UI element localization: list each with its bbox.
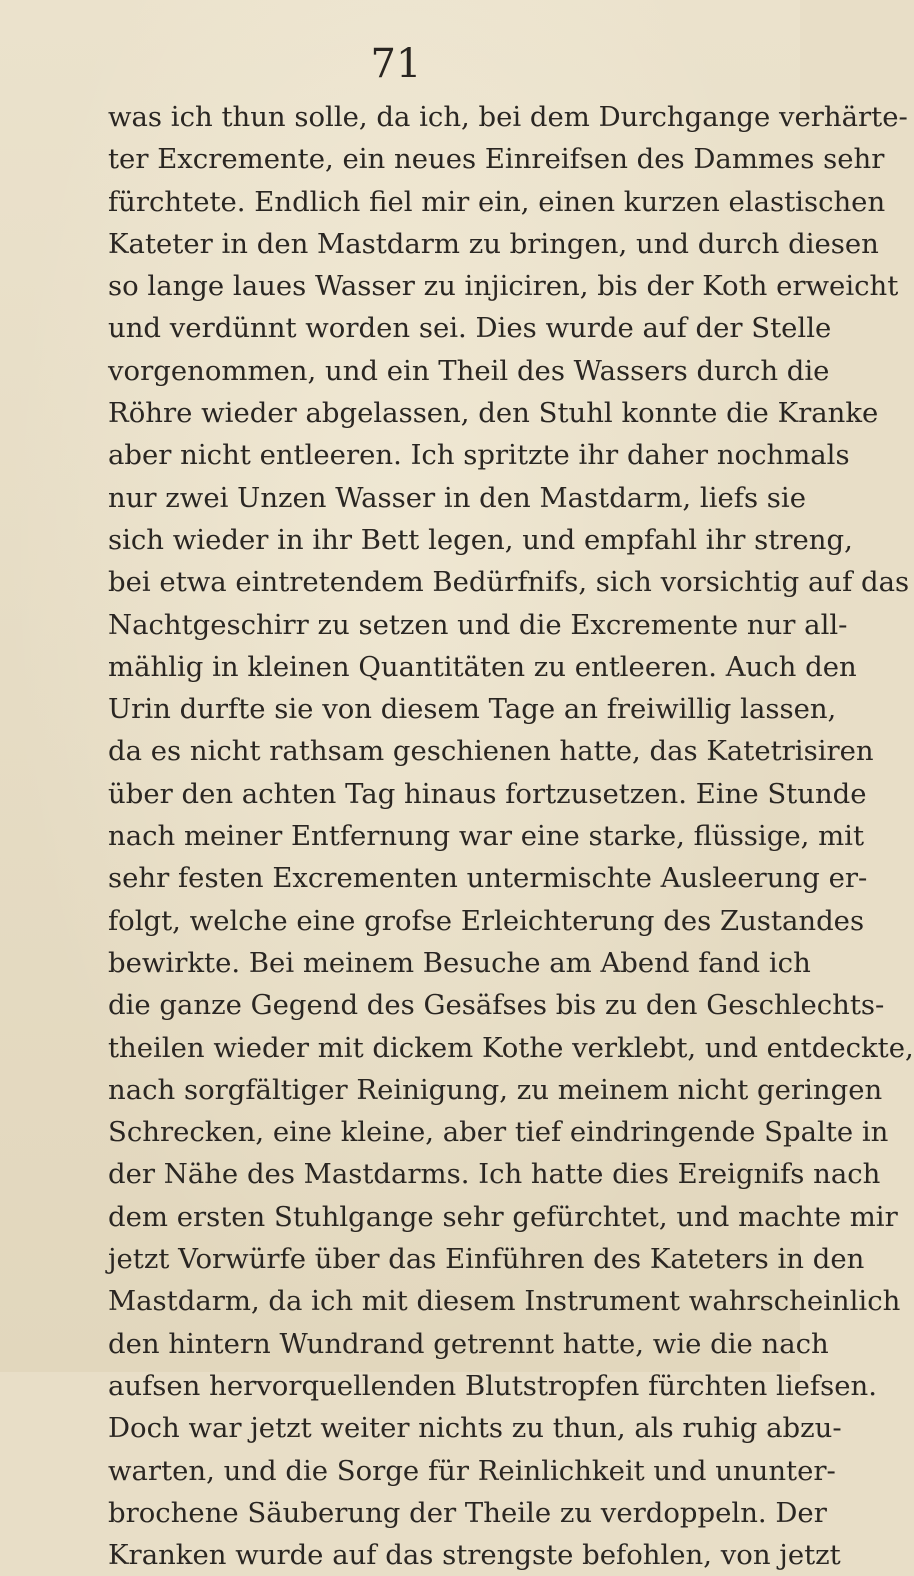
text-line: Doch war jetzt weiter nichts zu thun, als ruhig abzu- <box>108 1412 842 1445</box>
text-line: vorgenommen, und ein Theil des Wassers durch die <box>108 354 830 387</box>
text-line: brochene Säuberung der Theile zu verdoppeln. Der <box>108 1496 827 1529</box>
text-line: sich wieder in ihr Bett legen, und empfahl ihr streng, <box>108 523 853 556</box>
text-line: Röhre wieder abgelassen, den Stuhl konnte die Kranke <box>108 397 879 430</box>
text-line: nur zwei Unzen Wasser in den Mastdarm, liefs sie <box>108 481 806 514</box>
text-line: dem ersten Stuhlgange sehr gefürchtet, und machte mir <box>108 1200 898 1233</box>
text-line: nach meiner Entfernung war eine starke, flüssige, mit <box>108 820 864 853</box>
body-text <box>108 96 914 1576</box>
text-line: bei etwa eintretendem Bedürfnifs, sich vorsichtig auf das <box>108 566 910 599</box>
text-line: da es nicht rathsam geschienen hatte, das Katetrisiren <box>108 735 874 768</box>
page-number: 71 <box>370 41 422 87</box>
text-line: Schrecken, eine kleine, aber tief eindringende Spalte in <box>108 1116 889 1149</box>
text-line: und verdünnt worden sei. Dies wurde auf der Stelle <box>108 312 832 345</box>
text-line: so lange laues Wasser zu injiciren, bis der Koth erweicht <box>108 270 899 303</box>
text-line: den hintern Wundrand getrennt hatte, wie die nach <box>108 1327 829 1360</box>
text-line: folgt, welche eine grofse Erleichterung des Zustandes <box>108 904 865 937</box>
text-line: Urin durfte sie von diesem Tage an freiwillig lassen, <box>108 693 837 726</box>
text-line: bewirkte. Bei meinem Besuche am Abend fand ich <box>108 946 811 979</box>
text-line: die ganze Gegend des Gesäfses bis zu den Geschlechts- <box>108 989 885 1022</box>
text-line: Kranken wurde auf das strengste befohlen, von jetzt <box>108 1539 841 1572</box>
text-line: fürchtete. Endlich fiel mir ein, einen kurzen elastischen <box>108 185 886 218</box>
text-line: jetzt Vorwürfe über das Einführen des Kateters in den <box>108 1243 865 1276</box>
text-line: aufsen hervorquellenden Blutstropfen fürchten liefsen. <box>108 1369 877 1402</box>
text-line: mählig in kleinen Quantitäten zu entleeren. Auch den <box>108 650 857 683</box>
text-line: ter Excremente, ein neues Einreifsen des Dammes sehr <box>108 143 885 176</box>
text-line: Kateter in den Mastdarm zu bringen, und durch diesen <box>108 227 879 260</box>
text-line: der Nähe des Mastdarms. Ich hatte dies Ereignifs nach <box>108 1158 881 1191</box>
text-line: aber nicht entleeren. Ich spritzte ihr daher nochmals <box>108 439 850 472</box>
text-line: Mastdarm, da ich mit diesem Instrument wahrscheinlich <box>108 1285 901 1318</box>
text-line: nach sorgfältiger Reinigung, zu meinem nicht geringen <box>108 1073 883 1106</box>
text-line: theilen wieder mit dickem Kothe verklebt, und entdeckte, <box>108 1031 914 1064</box>
text-line: sehr festen Excrementen untermischte Ausleerung er- <box>108 862 868 895</box>
text-line: über den achten Tag hinaus fortzusetzen. Eine Stunde <box>108 777 867 810</box>
text-line: was ich thun solle, da ich, bei dem Durchgange verhärte- <box>108 101 908 133</box>
text-line: Nachtgeschirr zu setzen und die Excremente nur all- <box>108 608 848 641</box>
text-line: warten, und die Sorge für Reinlichkeit und ununter- <box>108 1454 836 1487</box>
